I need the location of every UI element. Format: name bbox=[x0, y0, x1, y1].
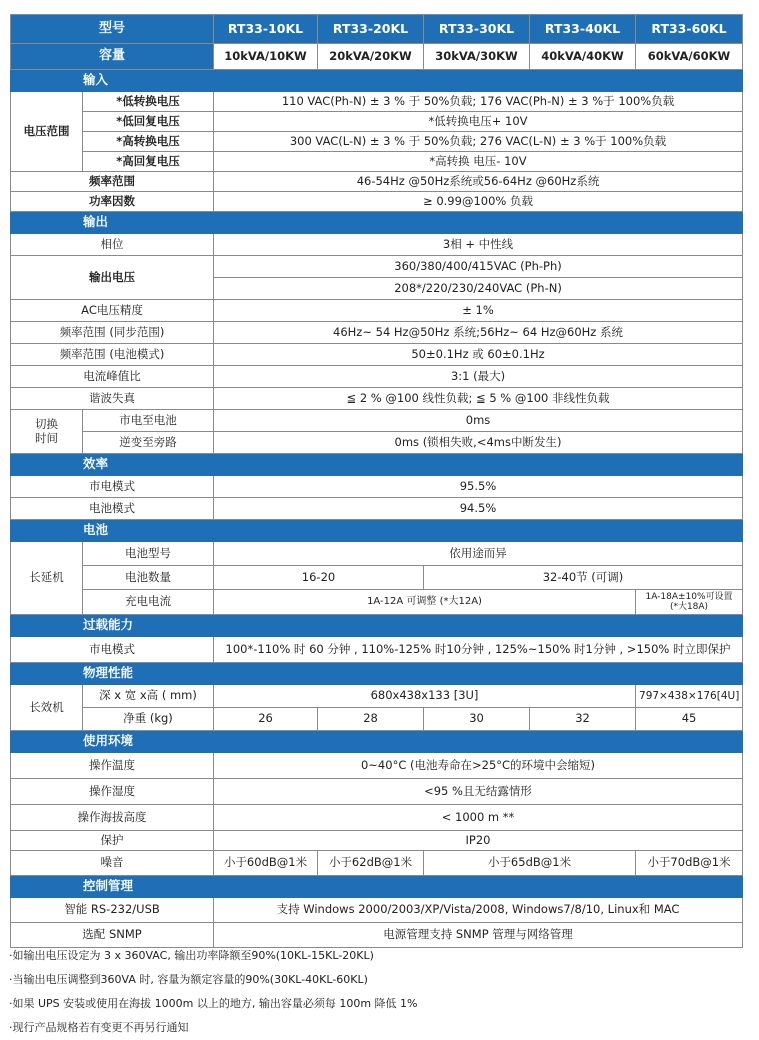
battery-model-label: 电池型号 bbox=[83, 542, 214, 566]
phase-label: 相位 bbox=[11, 234, 214, 256]
ac-accuracy-row bbox=[11, 300, 743, 322]
footnote-3: ·如果 UPS 安装或使用在海拔 1000m 以上的地方, 输出容量必须每 100m 降低 1% bbox=[9, 997, 418, 1010]
crest-row bbox=[11, 366, 743, 388]
low-return-label: *低回复电压 bbox=[83, 112, 214, 132]
model-30kl: RT33-30KL bbox=[424, 15, 530, 44]
humidity-value: <95 %且无结露情形 bbox=[214, 779, 743, 805]
charge-current-value-1: 1A-12A 可调整 (*大12A) bbox=[214, 590, 636, 615]
input-freq-label: 频率范围 bbox=[11, 172, 214, 192]
output-voltage-value-1: 360/380/400/415VAC (Ph-Ph) bbox=[214, 256, 743, 278]
dimension-row bbox=[11, 685, 743, 708]
section-management bbox=[11, 876, 743, 898]
model-row bbox=[11, 15, 743, 44]
temperature-label: 操作温度 bbox=[11, 753, 214, 779]
power-factor-value: ≥ 0.99@100% 负载 bbox=[214, 192, 743, 212]
section-overload-title: 过载能力 bbox=[11, 615, 743, 637]
mains-to-batt-row bbox=[11, 410, 743, 432]
overload-mains-value: 100*-110% 时 60 分钟 , 110%-125% 时10分钟 , 125%~150% 时1分钟 , >150% 时立即保护 bbox=[214, 637, 743, 663]
spec-table bbox=[10, 14, 743, 948]
dimension-value-1: 680x438x133 [3U] bbox=[214, 685, 636, 708]
altitude-label: 操作海拔高度 bbox=[11, 805, 214, 831]
section-environment bbox=[11, 731, 743, 753]
protection-row bbox=[11, 831, 743, 851]
eff-battery-row bbox=[11, 498, 743, 520]
section-physical bbox=[11, 663, 743, 685]
weight-row bbox=[11, 708, 743, 731]
freq-batt-value: 50±0.1Hz 或 60±0.1Hz bbox=[214, 344, 743, 366]
model-40kl: RT33-40KL bbox=[530, 15, 636, 44]
mains-to-batt-value: 0ms bbox=[214, 410, 743, 432]
mains-to-batt-label: 市电至电池 bbox=[83, 410, 214, 432]
section-overload bbox=[11, 615, 743, 637]
overload-mains-label: 市电模式 bbox=[11, 637, 214, 663]
transfer-time-label-line2: 时间 bbox=[35, 430, 58, 445]
protection-value: IP20 bbox=[214, 831, 743, 851]
noise-label: 噪音 bbox=[11, 851, 214, 876]
transfer-time-label bbox=[11, 410, 83, 454]
footnotes bbox=[9, 944, 418, 1040]
altitude-row bbox=[11, 805, 743, 831]
altitude-value: < 1000 m ** bbox=[214, 805, 743, 831]
model-label: 型号 bbox=[11, 15, 214, 44]
temperature-row bbox=[11, 753, 743, 779]
freq-batt-row bbox=[11, 344, 743, 366]
capacity-60kl: 60kVA/60KW bbox=[636, 44, 743, 70]
crest-value: 3:1 (最大) bbox=[214, 366, 743, 388]
freq-batt-label: 频率范围 (电池模式) bbox=[11, 344, 214, 366]
model-20kl: RT33-20KL bbox=[318, 15, 424, 44]
charge-current-row bbox=[11, 590, 743, 615]
weight-10kl: 26 bbox=[214, 708, 318, 731]
noise-row bbox=[11, 851, 743, 876]
section-efficiency-title: 效率 bbox=[11, 454, 743, 476]
section-environment-title: 使用环境 bbox=[11, 731, 743, 753]
capacity-40kl: 40kVA/40KW bbox=[530, 44, 636, 70]
power-factor-label: 功率因数 bbox=[11, 192, 214, 212]
eff-battery-value: 94.5% bbox=[214, 498, 743, 520]
freq-sync-value: 46Hz~ 54 Hz@50Hz 系统;56Hz~ 64 Hz@60Hz 系统 bbox=[214, 322, 743, 344]
weight-label: 净重 (kg) bbox=[83, 708, 214, 731]
temperature-value: 0~40°C (电池寿命在>25°C的环境中会缩短) bbox=[214, 753, 743, 779]
low-return-row bbox=[11, 112, 743, 132]
output-voltage-row-1 bbox=[11, 256, 743, 278]
thd-row bbox=[11, 388, 743, 410]
inverter-to-bypass-value: 0ms (锁相失败,<4ms中断发生) bbox=[214, 432, 743, 454]
noise-value-2: 小于62dB@1米 bbox=[318, 851, 424, 876]
charge-current-value-2 bbox=[636, 590, 743, 615]
eff-mains-row bbox=[11, 476, 743, 498]
thd-label: 谐波失真 bbox=[11, 388, 214, 410]
noise-value-4: 小于70dB@1米 bbox=[636, 851, 743, 876]
high-return-value: *高转换 电压- 10V bbox=[214, 152, 743, 172]
inverter-to-bypass-label: 逆变至旁路 bbox=[83, 432, 214, 454]
rs232-row bbox=[11, 898, 743, 923]
transfer-time-label-line1: 切换 bbox=[35, 417, 58, 432]
humidity-label: 操作湿度 bbox=[11, 779, 214, 805]
capacity-30kl: 30kVA/30KW bbox=[424, 44, 530, 70]
noise-value-3: 小于65dB@1米 bbox=[424, 851, 636, 876]
battery-model-row bbox=[11, 542, 743, 566]
section-input-title: 输入 bbox=[11, 70, 743, 92]
weight-60kl: 45 bbox=[636, 708, 743, 731]
phase-value: 3相 + 中性线 bbox=[214, 234, 743, 256]
eff-mains-label: 市电模式 bbox=[11, 476, 214, 498]
dimension-value-2: 797×438×176[4U] bbox=[636, 685, 743, 708]
humidity-row bbox=[11, 779, 743, 805]
high-transfer-row bbox=[11, 132, 743, 152]
voltage-range-label: 电压范围 bbox=[11, 92, 83, 172]
snmp-value: 电源管理支持 SNMP 管理与网络管理 bbox=[214, 923, 743, 948]
overload-mains-row bbox=[11, 637, 743, 663]
capacity-20kl: 20kVA/20KW bbox=[318, 44, 424, 70]
low-return-value: *低转换电压+ 10V bbox=[214, 112, 743, 132]
high-transfer-label: *高转换电压 bbox=[83, 132, 214, 152]
capacity-label: 容量 bbox=[11, 44, 214, 70]
protection-label: 保护 bbox=[11, 831, 214, 851]
freq-sync-label: 频率范围 (同步范围) bbox=[11, 322, 214, 344]
high-return-label: *高回复电压 bbox=[83, 152, 214, 172]
section-battery-title: 电池 bbox=[11, 520, 743, 542]
section-input bbox=[11, 70, 743, 92]
section-output bbox=[11, 212, 743, 234]
crest-label: 电流峰值比 bbox=[11, 366, 214, 388]
charge-current-value-2-line1: 1A-18A±10%可设置 bbox=[645, 591, 733, 602]
input-freq-value: 46-54Hz @50Hz系统或56-64Hz @60Hz系统 bbox=[214, 172, 743, 192]
battery-count-value-1: 16-20 bbox=[214, 566, 424, 590]
rs232-label: 智能 RS-232/USB bbox=[11, 898, 214, 923]
ac-accuracy-label: AC电压精度 bbox=[11, 300, 214, 322]
section-output-title: 输出 bbox=[11, 212, 743, 234]
battery-count-label: 电池数量 bbox=[83, 566, 214, 590]
battery-count-value-2: 32-40节 (可调) bbox=[424, 566, 743, 590]
footnote-1: ·如输出电压设定为 3 x 360VAC, 输出功率降额至90%(10KL-15KL-20KL) bbox=[9, 949, 374, 962]
section-battery bbox=[11, 520, 743, 542]
input-freq-row bbox=[11, 172, 743, 192]
dimension-label: 深 x 宽 x高 ( mm) bbox=[83, 685, 214, 708]
low-transfer-label: *低转换电压 bbox=[83, 92, 214, 112]
battery-model-value: 依用途而异 bbox=[214, 542, 743, 566]
rs232-value: 支持 Windows 2000/2003/XP/Vista/2008, Windows7/8/10, Linux和 MAC bbox=[214, 898, 743, 923]
weight-40kl: 32 bbox=[530, 708, 636, 731]
freq-sync-row bbox=[11, 322, 743, 344]
charge-current-label: 充电电流 bbox=[83, 590, 214, 615]
capacity-row bbox=[11, 44, 743, 70]
footnote-4: ·现行产品规格若有变更不再另行通知 bbox=[9, 1021, 189, 1034]
weight-20kl: 28 bbox=[318, 708, 424, 731]
ac-accuracy-value: ± 1% bbox=[214, 300, 743, 322]
footnote-2: ·当输出电压调整到360VA 时, 容量为额定容量的90%(30KL-40KL-60KL) bbox=[9, 973, 368, 986]
long-run-label: 长延机 bbox=[11, 542, 83, 615]
capacity-10kl: 10kVA/10KW bbox=[214, 44, 318, 70]
section-efficiency bbox=[11, 454, 743, 476]
thd-value: ≦ 2 % @100 线性负载; ≦ 5 % @100 非线性负载 bbox=[214, 388, 743, 410]
battery-count-row bbox=[11, 566, 743, 590]
high-transfer-value: 300 VAC(L-N) ± 3 % 于 50%负载; 276 VAC(L-N) ± 3 %于 100%负载 bbox=[214, 132, 743, 152]
eff-mains-value: 95.5% bbox=[214, 476, 743, 498]
section-physical-title: 物理性能 bbox=[11, 663, 743, 685]
model-60kl: RT33-60KL bbox=[636, 15, 743, 44]
charge-current-value-2-line2: (*大18A) bbox=[669, 602, 709, 612]
phase-row bbox=[11, 234, 743, 256]
low-transfer-row bbox=[11, 92, 743, 112]
high-return-row bbox=[11, 152, 743, 172]
power-factor-row bbox=[11, 192, 743, 212]
long-effect-label: 长效机 bbox=[11, 685, 83, 731]
model-10kl: RT33-10KL bbox=[214, 15, 318, 44]
snmp-label: 选配 SNMP bbox=[11, 923, 214, 948]
section-management-title: 控制管理 bbox=[11, 876, 743, 898]
weight-30kl: 30 bbox=[424, 708, 530, 731]
output-voltage-value-2: 208*/220/230/240VAC (Ph-N) bbox=[214, 278, 743, 300]
output-voltage-label: 输出电压 bbox=[11, 256, 214, 300]
eff-battery-label: 电池模式 bbox=[11, 498, 214, 520]
inverter-to-bypass-row bbox=[11, 432, 743, 454]
low-transfer-value: 110 VAC(Ph-N) ± 3 % 于 50%负载; 176 VAC(Ph-N) ± 3 %于 100%负载 bbox=[214, 92, 743, 112]
noise-value-1: 小于60dB@1米 bbox=[214, 851, 318, 876]
